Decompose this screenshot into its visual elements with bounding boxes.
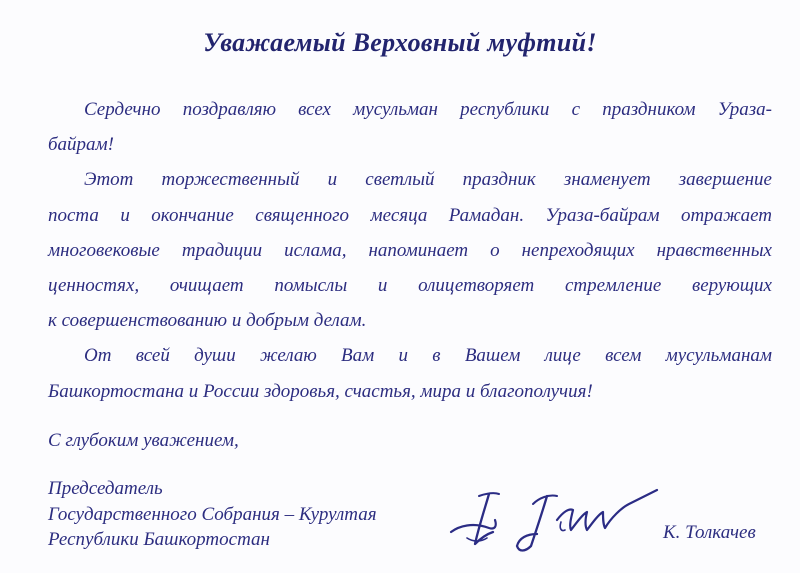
paragraph-2-line-5: к совершенствованию и добрым делам. xyxy=(48,310,367,332)
paragraph-1-line-1: Сердечно поздравляю всех мусульман республики с праздником Ураза- xyxy=(84,99,772,120)
signatory-name: К. Толкачев xyxy=(663,522,756,543)
position-line-1: Председатель xyxy=(48,478,163,499)
handwritten-signature xyxy=(445,468,675,558)
paragraph-2-line-3: многовековые традиции ислама, напоминает о непреходящих нравственных xyxy=(48,239,772,261)
paragraph-3-line-1: От всей души желаю Вам и в Вашем лице всем мусульманам xyxy=(84,345,772,367)
signatory-position xyxy=(48,476,377,553)
closing-phrase: С глубоким уважением, xyxy=(48,430,239,451)
paragraph-3-line-2: Башкортостана и России здоровья, счастья, мира и благополучия! xyxy=(48,380,593,402)
paragraph-2-line-4: ценностях, очищает помыслы и олицетворяет стремление верующих xyxy=(48,275,772,297)
paragraph-2-line-2: поста и окончание священного месяца Рамадан. Ураза-байрам отражает xyxy=(48,204,772,226)
position-line-2: Государственного Собрания – Курултая xyxy=(48,503,377,525)
paragraph-1-line-2: байрам! xyxy=(48,134,115,156)
letter-body xyxy=(48,92,772,409)
letter-greeting: Уважаемый Верховный муфтий! xyxy=(203,28,597,57)
position-line-3: Республики Башкортостан xyxy=(48,529,270,550)
paragraph-2-line-1: Этот торжественный и светлый праздник знаменует завершение xyxy=(84,169,772,191)
